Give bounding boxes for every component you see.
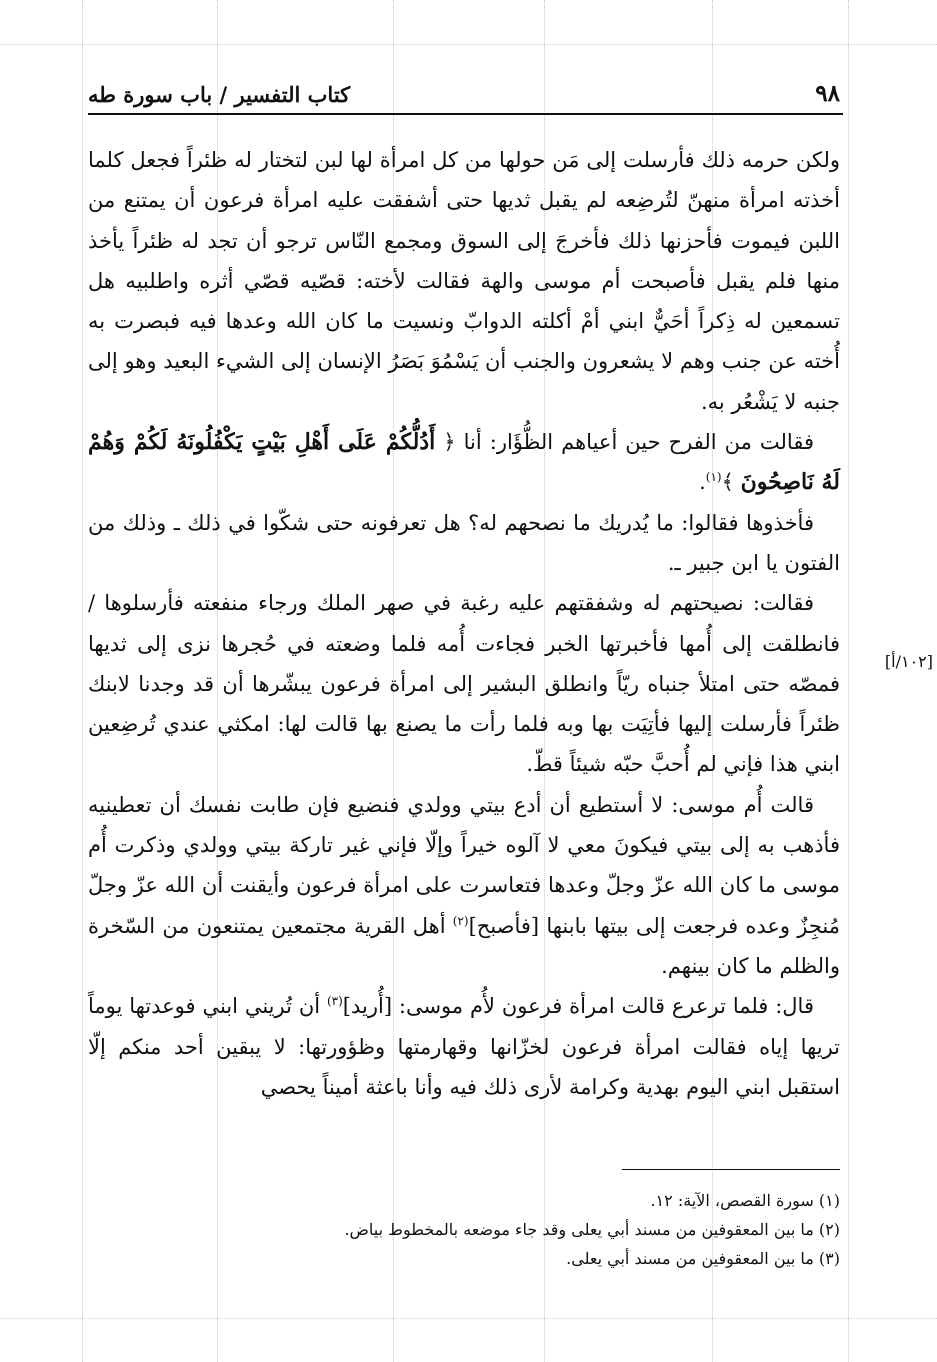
header-rule — [88, 113, 843, 115]
scan-grid-line — [848, 0, 849, 1362]
paragraph — [88, 785, 840, 986]
text-run: قالت أُم موسى: لا أستطيع أن أدع بيتي وولدي فنضيع فإن طابت نفسك أن تعطينيه فأذهب به إلى بيتي فيكونَ معي لا آلوه خيراً وإلّا فإني غير تاركة بيتي وولدي وذكرت أُم موسى ما كان الله عزّ وجلّ وعدها فتعاسرت على امرأة فرعون وأيقنت أن الله عزّ وجلّ مُنجِزٌ وعده فرجعت إلى بيتها بابنها [فأصبح] — [88, 792, 840, 938]
quote-lead: فقالت من الفرح حين أعياهم الظُّؤَار: أنا — [463, 430, 814, 455]
footnote-ref: (٣) — [326, 994, 343, 1009]
page-number: ٩٨ — [815, 80, 840, 107]
scan-grid-line — [0, 44, 937, 45]
footnote-ref: (١) — [705, 470, 722, 485]
paragraph: ولكن حرمه ذلك فأرسلت إلى مَن حولها من كل امرأة لها لبن لتختار له ظئراً فجعل كلما أخذته امرأة منهنّ لتُرضِعه لم يقبل ثديها حتى أشفقت عليه امرأة فرعون أن يمتنع من اللبن فيموت فأحزنها ذلك فأخرجَ إلى السوق ومجمع النّاس ترجو أن تجد له ظئراً يأخذ منها فلم يقبل فأصبحت أم موسى والهة فقالت لأخته: قصّيه قصّي أثره واطلبيه هل تسمعين له ذِكراً أحَيٌّ ابني أمْ أكلته الدوابّ ونسيت ما كان الله وعدها فيه فبصرت به أُخته عن جنب وهم لا يشعرون والجنب أن يَسْمُوَ بَصَرُ الإنسان إلى الشيء البعيد وهو إلى جنبه لا يَشْعُر به. — [88, 148, 840, 414]
scan-grid-line — [82, 0, 83, 1362]
text-run: أهل القرية مجتمعين يمتنعون من السّخرة والظلم ما كان بينهم. — [88, 913, 840, 978]
quran-close-bracket: ﴾ — [721, 470, 734, 495]
quran-verse: أَدُلُّكُمْ عَلَى أَهْلِ بَيْتٍ يَكْفُلُونَهُ لَكُمْ وَهُمْ لَهُ نَاصِحُونَ — [88, 429, 840, 496]
running-title: كتاب التفسير / باب سورة طه — [88, 82, 351, 107]
main-text — [88, 140, 840, 1107]
text-run: قال: فلما ترعرع قالت امرأة فرعون لأُم موسى: [أُريد] — [342, 994, 814, 1019]
footnotes — [88, 1186, 840, 1273]
paragraph — [88, 986, 840, 1107]
footnote-rule — [622, 1169, 840, 1170]
quran-open-bracket: ﴿ — [443, 430, 456, 455]
footnote: (٢) ما بين المعقوفين من مسند أبي يعلى وقد جاء موضعه بالمخطوط بياض. — [344, 1220, 840, 1239]
page-header — [88, 80, 840, 116]
sentence-end: . — [699, 470, 706, 495]
paragraph: فقالت: نصيحتهم له وشفقتهم عليه رغبة في صهر الملك ورجاء منفعته فأرسلوها /فانطلقت إلى أُمها فأخبرتها الخبر فجاءت أُمه فلما وضعته في حُجرها نزى إلى ثديها فمصّه حتى امتلأ جنباه ريّاً وانطلق البشير إلى امرأة فرعون يبشّرها أن قد وجدنا لابنك ظئراً فأرسلت إليها فأتِيَت بها وبه فلما رأت ما يصنع بها قالت لها: امكثي عندي تُرضِعين ابني هذا فإني لم أُحبَّ حبّه شيئاً قطّ. — [88, 591, 840, 777]
paragraph-quran-quote — [88, 422, 840, 503]
footnote: (٣) ما بين المعقوفين من مسند أبي يعلى. — [566, 1249, 840, 1268]
footnote-ref: (٢) — [452, 913, 469, 928]
folio-reference: [١٠٢/أ] — [884, 652, 933, 671]
scan-grid-line — [0, 1318, 937, 1319]
text-run: أن تُريني ابني فوعدتها يوماً تريها إياه فقالت امرأة فرعون لخزّانها وقهارمتها وظؤورتها: لا يبقين أحد منكم إلّا استقبل ابني اليوم بهدية وكرامة لأرى ذلك فيه وأنا باعثة أميناً يحصي — [88, 994, 840, 1099]
paragraph: فأخذوها فقالوا: ما يُدريك ما نصحهم له؟ هل تعرفونه حتى شكّوا في ذلك ـ وذلك من الفتون يا ابن جبير ـ. — [88, 510, 840, 575]
footnote: (١) سورة القصص، الآية: ١٢. — [650, 1191, 840, 1210]
